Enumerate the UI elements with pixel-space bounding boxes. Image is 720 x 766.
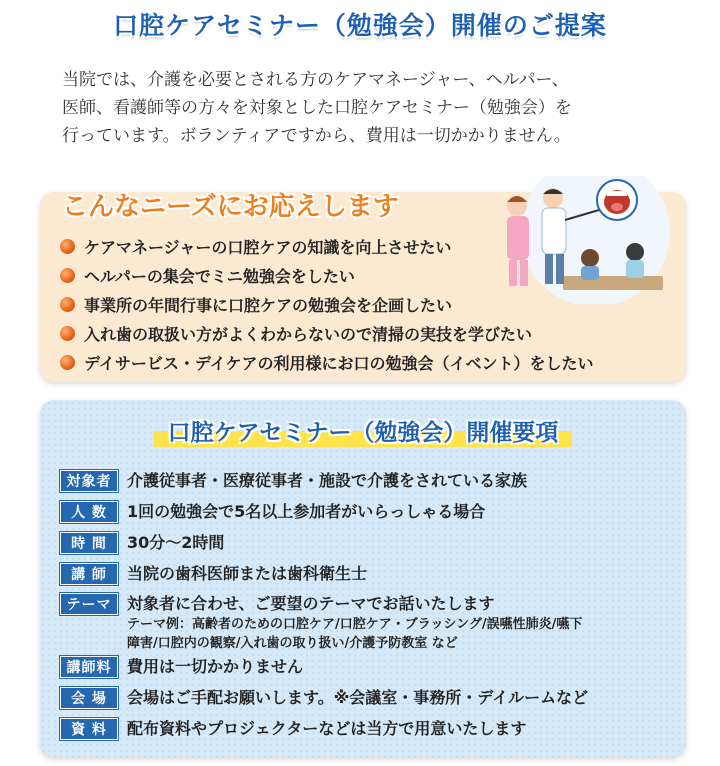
intro-line: 医師、看護師等の方々を対象とした口腔ケアセミナー（勉強会）を — [62, 98, 572, 118]
detail-value: 1回の勉強会で5名以上参加者がいらっしゃる場合 — [127, 502, 486, 521]
theme-examples-line: テーマ例：高齢者のための口腔ケア/口腔ケア・ブラッシング/誤嚥性肺炎/嚥下 — [127, 617, 583, 632]
details-panel — [40, 400, 686, 758]
theme-examples-line: 障害/口腔内の観察/入れ歯の取り扱い/介護予防教室 など — [127, 636, 458, 651]
bullet-icon — [60, 268, 75, 283]
detail-label: 講師料 — [60, 656, 118, 678]
details-heading — [40, 412, 686, 447]
detail-row-theme — [60, 593, 667, 653]
list-item-text: デイサービス・デイケアの利用様にお口の勉強会（イベント）をしたい — [84, 354, 594, 373]
detail-row-fee — [60, 656, 303, 678]
detail-row-count — [60, 501, 485, 523]
detail-value: 介護従事者・医療従事者・施設で介護をされている家族 — [127, 471, 528, 490]
detail-label: 人 数 — [60, 501, 118, 523]
seminar-illustration — [495, 176, 670, 304]
list-item-text: ケアマネージャーの口腔ケアの知識を向上させたい — [84, 238, 452, 257]
detail-row-time — [60, 532, 224, 554]
page-title: 口腔ケアセミナー（勉強会）開催のご提案 — [113, 11, 607, 40]
list-item-text: 事業所の年間行事に口腔ケアの勉強会を企画したい — [84, 296, 453, 315]
detail-row-theme-main — [60, 593, 495, 615]
intro-line: 行っています。ボランティアですから、費用は一切かかりません。 — [62, 126, 571, 146]
detail-label: テーマ — [60, 593, 118, 615]
bullet-icon — [60, 326, 75, 341]
detail-row-venue — [60, 687, 588, 709]
detail-value: 配布資料やプロジェクターなどは当方で用意いたします — [127, 719, 527, 738]
bullet-icon — [60, 239, 75, 254]
bullet-icon — [60, 297, 75, 312]
detail-label: 対象者 — [60, 470, 118, 492]
bullet-icon — [60, 355, 75, 370]
detail-row-target — [60, 470, 527, 492]
detail-label: 会 場 — [60, 687, 118, 709]
detail-value: 当院の歯科医師または歯科衛生士 — [127, 564, 368, 583]
needs-heading: こんなニーズにお応えします — [62, 192, 399, 222]
detail-label: 講 師 — [60, 563, 118, 585]
detail-label: 資 料 — [60, 718, 118, 740]
list-item-text: 入れ歯の取扱い方がよくわからないので清掃の実技を学びたい — [84, 325, 533, 344]
detail-value: 費用は一切かかりません — [127, 657, 304, 676]
detail-value: 対象者に合わせ、ご要望のテーマでお話いたします — [127, 594, 495, 613]
list-item — [60, 348, 593, 377]
detail-value: 30分〜2時間 — [127, 533, 225, 552]
detail-label: 時 間 — [60, 532, 118, 554]
details-heading-text: 口腔ケアセミナー（勉強会）開催要項 — [154, 412, 573, 447]
theme-examples — [127, 615, 667, 653]
detail-row-lecturer — [60, 563, 367, 585]
intro-line: 当院では、介護を必要とされる方のケアマネージャー、ヘルパー、 — [62, 70, 569, 90]
list-item — [60, 319, 593, 348]
detail-row-materials — [60, 718, 526, 740]
list-item-text: ヘルパーの集会でミニ勉強会をしたい — [84, 267, 355, 286]
intro-text — [62, 66, 662, 150]
detail-value: 会場はご手配お願いします。※会議室・事務所・デイルームなど — [127, 688, 589, 707]
